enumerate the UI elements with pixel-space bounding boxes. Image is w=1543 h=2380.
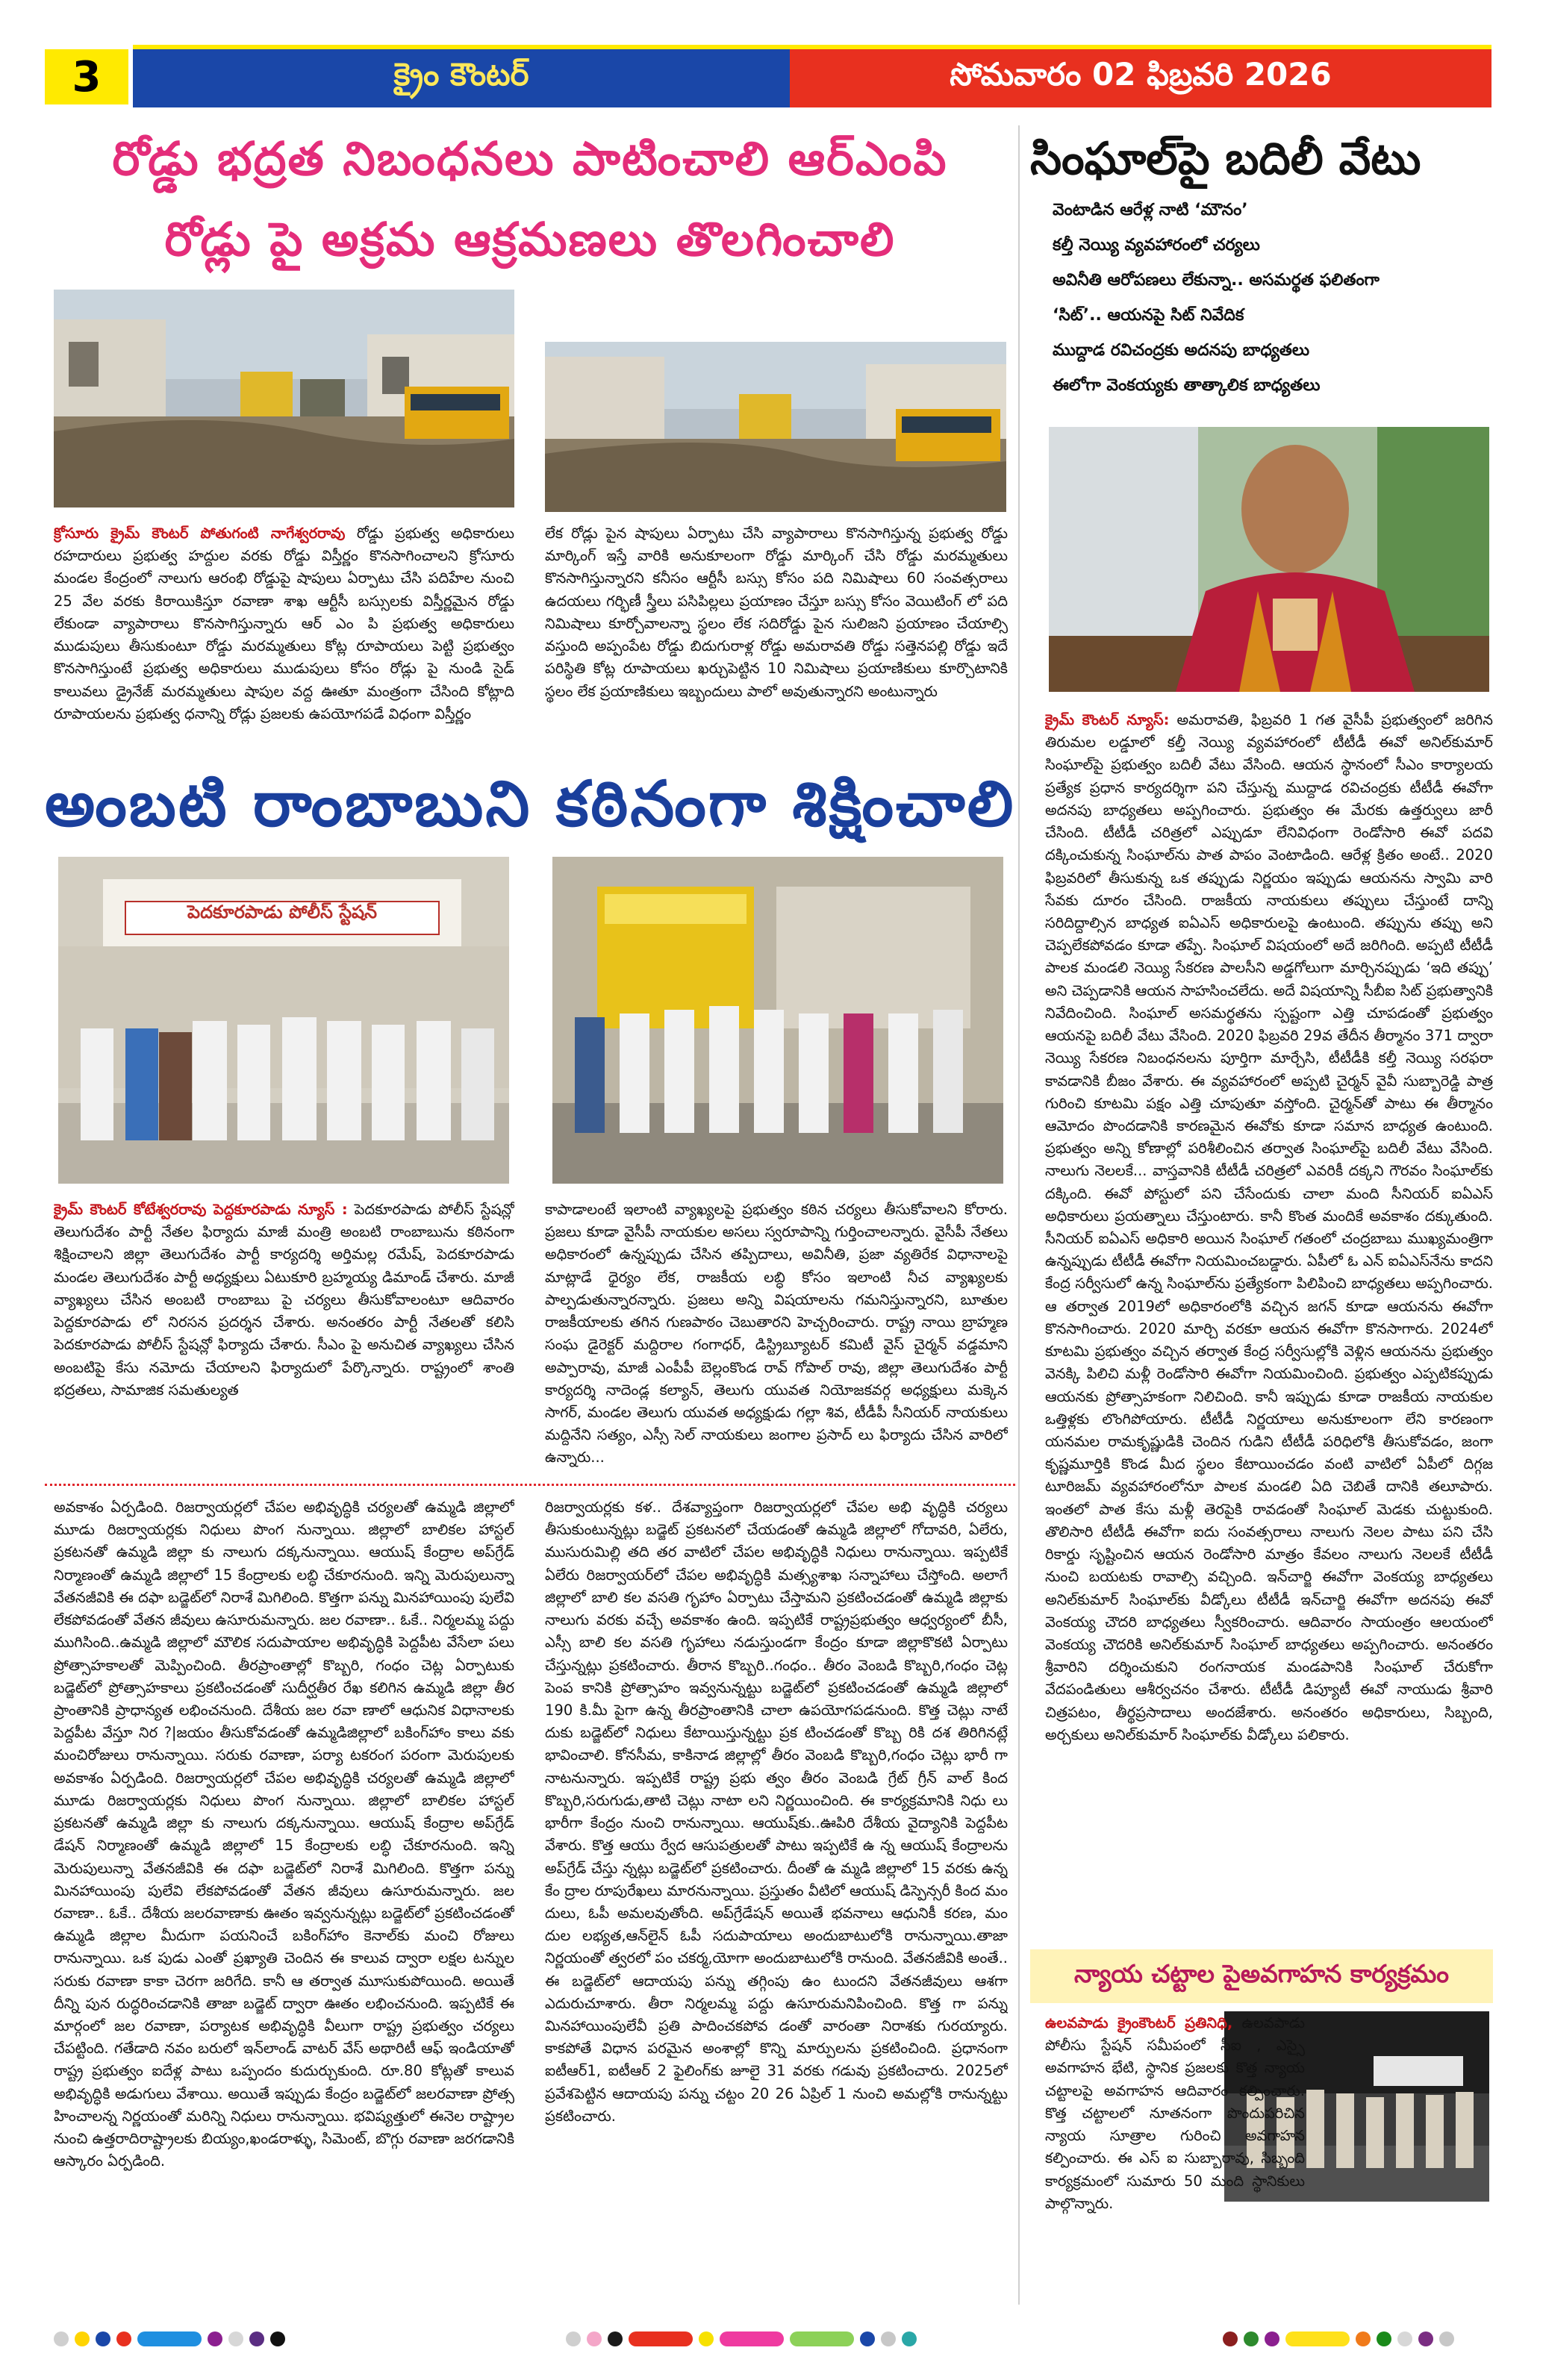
story3-subhead: వెంటాడిన ఆరేళ్ల నాటి ‘మౌనం’ [1053, 200, 1248, 219]
story1-photo-left [54, 290, 514, 507]
color-registration-middle [566, 2326, 917, 2352]
story3-subhead: ముద్దాడ రవిచంద్రకు అదనపు బాధ్యతలు [1053, 340, 1310, 360]
station-signboard: పెదకూరపాడు పోలీస్ స్టేషన్ [187, 902, 377, 922]
color-swatch [720, 2331, 784, 2346]
story2-headline: అంబటి రాంబాబుని కఠినంగా శిక్షించాలి [45, 767, 1016, 840]
color-swatch [881, 2331, 896, 2346]
color-swatch [1397, 2331, 1412, 2346]
story4-dateline: ఉలవపాడు క్రైంకౌంటర్ ప్రతినిధి, [1045, 2014, 1233, 2031]
color-swatch [1356, 2331, 1371, 2346]
color-swatch [228, 2331, 243, 2346]
color-swatch [1439, 2331, 1454, 2346]
story3-body [1045, 709, 1493, 1933]
story3-text: అమరావతి, ఫిబ్రవరి 1 గత వైసీపీ ప్రభుత్వంలో జరిగిన తిరుమల లడ్డూలో కల్తీ నెయ్యి వ్యవహారంలో టీటీడీ ఈవో అనిల్‌కుమార్ సింఘాల్‌పై ప్రభుత్వం బదిలీ వేటు వేసింది. ఆయన స్థానంలో సీఎం కార్యాలయ ప్రత్యేక ప్రధాన కార్యదర్శిగా పని చేస్తున్న ముద్దాడ రవిచంద్రకు టీటీడీ ఈవోగా అదనపు బాధ్యతలు అప్పగించారు. ప్రభుత్వం ఈ మేరకు ఉత్తర్వులు జారీ చేసింది. టీటీడీ చరిత్రలో ఎప్పుడూ లేనివిధంగా రెండోసారి ఈవో పదవి దక్కించుకున్న సింఘాల్‌ను పాత పాపం వెంటాడింది. ఆరేళ్ల క్రితం అంటే.. 2020 ఫిబ్రవరిలో తీసుకున్న ఒక తప్పుడు నిర్ణయం ఇప్పుడు ఆయనను స్వామి వారి సేవకు దూరం చేసింది. రాజకీయ నాయకులు తప్పులు చేస్తుంటే దాన్ని సరిదిద్దాల్సిన బాధ్యత ఐఏఎస్ అధికారులపై ఉంటుంది. తప్పును తప్పు అని చెప్పలేకపోవడం కూడా తప్పే. సింఘాల్ విషయంలో అదే జరిగింది. అప్పటి టీటీడీ పాలక మండలి నెయ్యి సేకరణ పాలసీని అడ్డగోలుగా మార్చినప్పుడు ‘ఇది తప్పు’ అని చెప్పడానికి ఆయన సాహసించలేదు. అదే విషయాన్ని సీబీఐ సిట్ ప్రభుత్వానికి నివేదించింది. సింఘాల్ అసమర్థతను స్పష్టంగా ఎత్తి చూపడంతో ప్రభుత్వం ఆయనపై బదిలీ వేటు వేసింది. 2020 ఫిబ్రవరి 29వ తేదీన తీర్మానం 371 ద్వారా నెయ్యి సేకరణ నిబంధనలను పూర్తిగా మార్చేసి, టీటీడీకి కల్తీ నెయ్యి సరఫరా కావడానికి బీజం వేశారు. ఈ వ్యవహారంలో అప్పటి చైర్మన్ వైవీ సుబ్బారెడ్డి పాత్ర గురించి కూటమి పక్షం ఎత్తి చూపుతూ వస్తోంది. చైర్మన్‌తో పాటు ఈ తీర్మానం ఆమోదం పొందడానికి కారణమైన ఈవోకు కూడా సమాన బాధ్యత ఉంటుంది. ప్రభుత్వం అన్ని కోణాల్లో పరిశీలించిన తర్వాత సింఘాల్‌పై బదిలీ వేటు వేసింది. నాలుగు నెలలకే... వాస్తవానికి టీటీడీ చరిత్రలో ఎవరికీ దక్కని గౌరవం సింఘాల్‌కు దక్కింది. ఈవో పోస్టులో పని చేసేందుకు చాలా మంది సీనియర్ ఐఏఎస్ అధికారులు ప్రయత్నాలు చేస్తుంటారు. కానీ కొంత మందికే అవకాశం దక్కుతుంది. సీనియర్ ఐఏఎస్ అధికారి అయిన సింఘాల్ గతంలో చంద్రబాబు ముఖ్యమంత్రిగా ఉన్నప్పుడు టీటీడీ ఈవోగా నియమించబడ్డారు. ఏపీలో ఓ ఎన్ ఐఏఎస్‌నేను కాదని కేంద్ర సర్వీసులో ఉన్న సింఘాల్‌ను ప్రత్యేకంగా పిలిపించి బాధ్యతలు అప్పగించారు. ఆ తర్వాత 2019లో అధికారంలోకి వచ్చిన జగన్ కూడా ఆయనను ఈవోగా కొనసాగించారు. 2020 మార్చి వరకూ ఆయన ఈవోగా కొనసాగారు. 2024లో కూటమి ప్రభుత్వం వచ్చిన తర్వాత కేంద్ర సర్వీసుల్లోకి వెళ్లిన ఆయనను ప్రభుత్వం వెనక్కి పిలిచి మళ్లీ రెండోసారి ఈవోగా నియమించింది. ప్రభుత్వం ఎప్పటికప్పుడు ఆయనకు ప్రోత్సాహకంగా నిలిచింది. కానీ ఇప్పుడు కూడా రాజకీయ నాయకుల ఒత్తిళ్లకు లొంగిపోయారు. టీటీడీ నిర్ణయాలు అనుకూలంగా లేని కారణంగా యనమల రామకృష్ణుడికి చెందిన గుడిని టీటీడీ పరిధిలోకి తీసుకోవడం, జంగా కృష్ణమూర్తికి కొండ మీద స్థలం కేటాయించడం వంటి వాటిలో ఏపీలో దిగ్గజ టూరిజమ్ వ్యవహారంలోనూ పాలక మండలి ఏది చెబితే దానికి తలూపారు. ఇంతలో పాత కేసు మళ్లీ తెరపైకి రావడంతో సింఘాల్ మెడకు చుట్టుకుంది. తొలిసారి టీటీడీ ఈవోగా ఐదు సంవత్సరాలు నాలుగు నెలల పాటు పని చేసి రికార్డు సృష్టించిన ఆయన రెండోసారి మాత్రం కేవలం నాలుగు నెలలకే టీటీడీ నుంచి బయటకు రావాల్సి వచ్చింది. ఇన్‌చార్జి ఈవోగా వెంకయ్య బాధ్యతలు అనిల్‌కుమార్ సింఘాల్‌కు వీడ్కోలు టీటీడీ ఇన్‌చార్జి ఈవోగా అదనపు ఈవో వెంకయ్య చౌదరి బాధ్యతలు స్వీకరించారు. ఆదివారం సాయంత్రం ఆలయంలో వెంకయ్య చౌదరికి అనిల్‌కుమార్ సింఘాల్ బాధ్యతలు అప్పగించారు. అనంతరం శ్రీవారిని దర్శించుకుని రంగనాయక మండపానికి సింఘాల్ చేరుకోగా వేదపండితులు ఆశీర్వచనం చేశారు. టీటీడీ డిప్యూటీ ఈవో నాయుడు శ్రీవారి చిత్రపటం, తీర్థప్రసాదాలు అందజేశారు. అనంతరం అధికారులు, సిబ్బంది, అర్చకులు అనిల్‌కుమార్ సింఘాల్‌కు వీడ్కోలు పలికారు. [1045, 711, 1493, 1743]
color-registration-right [1223, 2326, 1454, 2352]
story4-body [1045, 2012, 1493, 2299]
color-swatch [608, 2331, 623, 2346]
story4-text: ఉలవపాడు పోలీసు స్టేషన్ సమీపంలో సీఐ , ఎస్సై అవగాహన భేటి, స్థానిక ప్రజలకు కొత్త న్యాయ చట్టాలపై అవగాహన ఆదివారం కల్పించారు. కొత్త చట్టాలలో నూతనంగా పొందుపరిచిన న్యాయ సూత్రాల గురించి అవగాహన కల్పించారు. ఈ ఎస్ ఐ సుబ్బారావు, సిబ్బంది కార్యక్రమంలో సుమారు 50 మంది స్థానికులు పాల్గొన్నారు. [1045, 2014, 1306, 2212]
story4-headline: న్యాయ చట్టాల పైఅవగాహన కార్యక్రమం [1030, 1949, 1493, 2003]
story1-headline-line2: రోడ్లు పై అక్రమ ఆక్రమణలు తొలగించాలి [164, 212, 896, 266]
story3-headline: సింఘాల్‌పై బదిలీ వేటు [1030, 133, 1421, 185]
story3-subhead: ఈలోగా వెంకయ్యకు తాత్కాలిక బాధ్యతలు [1053, 375, 1321, 395]
story5-body-col2: రిజర్వాయర్లకు కళ.. దేశవ్యాప్తంగా రిజర్వాయర్లలో చేపల అభి వృద్ధికి చర్యలు తీసుకుంటున్నట్లు బడ్జెట్ ప్రకటనలో చేయడంతో ఉమ్మడి జిల్లాలో గోదావరి, ఏలేరు, ముసురుమిల్లి తది తర వాటిలో చేపల అభివృద్ధికి నిధులు రానున్నాయి. ఇప్పటికే ఏలేరు రిజర్వాయర్‌లో చేపల అభివృద్ధికి మత్స్యశాఖ సన్నాహాలు చేస్తోంది. అలాగే జిల్లాలో బాలి కల వసతి గృహాం ఏర్పాటు చేస్తామని ప్రకటించడంతో ఉమ్మడి జిల్లాకు నాలుగు వరకు వచ్చే అవకాశం ఉంది. ఇప్పటికే రాష్ట్రప్రభుత్వం ఆధ్వర్యంలో బీసీ, ఎస్సీ బాలి కల వసతి గృహాలు నడుస్తుండగా కేంద్రం కూడా జిల్లాకొకటి ఏర్పాటు చేస్తున్నట్లు ప్రకటించారు. తీరాన కొబ్బరి..గంధం.. తీరం వెంబడి కొబ్బరి,గంధం చెట్ల పెంప కానికి ప్రోత్సాహం ఇవ్వనున్నట్టు బడ్జెట్‌లో ప్రకటించడంతో ఉమ్మడి జిల్లాలో 190 కి.మీ పైగా ఉన్న తీరప్రాంతానికి చాలా ఉపయోగపడనుంది. కొత్త చెట్లు నాటే దుకు బడ్జెట్‌లో నిధులు కేటాయిస్తున్నట్టు ప్రక టించడంతో కొబ్బ రికి దశ తిరిగినట్లే భావించాలి. కోనసీమ, కాకినాడ జిల్లాల్లో తీరం వెంబడి కొబ్బరి,గంధం చెట్లు భారీ గా నాటనున్నారు. ఇప్పటికే రాష్ట్ర ప్రభు త్వం తీరం వెంబడి గ్రేట్ గ్రీన్ వాల్ కింద కొబ్బరి,సరుగుడు,తాటి చెట్లు నాటా లని నిర్ణయించింది. ఈ కార్యక్రమానికి నిధు లు భారీగా కేంద్రం నుంచి రానున్నాయి. ఆయుష్‌కు..ఊపిరి దేశీయ వైద్యానికి పెద్దపీట వేశారు. కొత్త ఆయు ర్వేద ఆసుపత్రులతో పాటు ఇప్పటికే ఉ న్న ఆయుష్ కేంద్రాలను అప్‌గ్రేడ్ చేస్తు న్నట్లు బడ్జెట్‌లో ప్రకటించారు. దీంతో ఉ మ్మడి జిల్లాలో 15 వరకు ఉన్న కేం ద్రాల రూపురేఖలు మారనున్నాయి. ప్రస్తుతం వీటిలో ఆయుష్ డిస్పెన్సరీ కింద మం దులు, ఓపీ అమలవుతోంది. అప్‌గ్రేడేషన్ అయితే భవనాలు ఆధునికీ కరణ, మం దుల లభ్యత,ఆన్‌లైన్ ఓపీ సదుపాయాలు అందుబాటులోకి రానున్నాయి.తాజా నిర్ణయంతో త్వరలో పం చకర్మ,యోగా అందుబాటులోకి రానుంది. వేతనజీవికి అంతే.. ఈ బడ్జెట్‌లో ఆదాయపు పన్ను తగ్గింపు ఉం టుందని వేతనజీవులు ఆశగా ఎదురుచూశారు. తీరా నిర్మలమ్మ పద్దు ఉసూరుమనిపించింది. కొత్త గా పన్ను మినహాయింపులేవీ ప్రతి పాదించకపోవ డంతో వారంతా నిరాశకు గురయ్యారు. కాకపోతే విధాన పరమైన అంశాల్లో కొన్ని మార్పులను ప్రకటించింది. ప్రధానంగా ఐటీఆర్1, ఐటీఆర్ 2 ఫైలింగ్‌కు జూలై 31 వరకు గడువు ప్రకటించారు. 2025లో ప్రవేశపెట్టిన ఆదాయపు పన్ను చట్టం 20 26 ఏప్రిల్ 1 నుంచి అమల్లోకి రానున్నట్టు ప్రకటించారు. [545, 1499, 1008, 2125]
color-swatch [629, 2331, 693, 2346]
story1-body-col2: లేక రోడ్లు పైన షాపులు ఏర్పాటు చేసి వ్యాపారాలు కొనసాగిస్తున్న ప్రభుత్వ రోడ్డు మార్కింగ్ ఇస్తే వారికి అనుకూలంగా రోడ్డు మార్కింగ్ చేసి రోడ్డు మరమ్మతులు కొనసాగిస్తున్నారని కనీసం ఆర్టీసీ బస్సు కోసం పది నిమిషాలు 60 సంవత్సరాలు ఉదయలు గర్భిణీ స్త్రీలు పసిపిల్లలు ప్రయాణం చేస్తూ బస్సు కోసం వెయిటింగ్ లో పది నిమిషాలు కూర్చోవాలన్నా స్థలం లేక సదిరోడ్డు పైన సులిజని ప్రయాణం చేయాల్సి వస్తుంది అప్పంపేట రోడ్డు బిదుగురాళ్ల రోడ్డు అమరావతి రోడ్డు సత్తెనపల్లి రోడ్డు ఇదే పరిస్థితి కోట్ల రూపాయలు ఖర్చుపెట్టిన 10 నిమిషాలు ప్రయాణికులు కూర్చొటానికి స్థలం లేక ప్రయాణికులు ఇబ్బందులు పాలో అవుతున్నారని అంటున్నారు [545, 525, 1008, 700]
column-rule [1018, 125, 1020, 2305]
section-divider [45, 1484, 1015, 1486]
story2-dateline: క్రైమ్ కౌంటర్ కోటేశ్వరరావు పెద్దకూరపాడు న్యూస్ : [54, 1201, 348, 1218]
story2-body-col1 [54, 1199, 514, 1473]
color-swatch [1418, 2331, 1433, 2346]
story3-subhead: ‘సిట్’.. ఆయనపై సిట్ నివేదిక [1053, 305, 1244, 325]
story3-subhead: అవినీతి ఆరోపణలు లేకున్నా.. అసమర్థత ఫలితంగా [1053, 270, 1380, 290]
story2-body-col2: కాపాడాలంటే ఇలాంటి వ్యాఖ్యలపై ప్రభుత్వం కఠిన చర్యలు తీసుకోవాలని కోరారు. ప్రజలు కూడా వైసీపీ నాయకుల అసలు స్వరూపాన్ని గుర్తించాలన్నారు. వైసీపీ నేతలు అధికారంలో ఉన్నప్పుడు చేసిన తప్పిదాలు, అవినీతి, ప్రజా వ్యతిరేక విధానాలపై మాట్లాడే ధైర్యం లేక, రాజకీయ లబ్ధి కోసం ఇలాంటి నీచ వ్యాఖ్యలకు పాల్పడుతున్నారన్నారు. ప్రజలు అన్ని విషయాలను గమనిస్తున్నారని, బూతుల రాజకీయాలకు తగిన గుణపాఠం చెబుతారని హెచ్చరించారు. రాష్ట్ర నాయి బ్రాహ్మణ సంఘ డైరెక్టర్ మద్దిరాల గంగాధర్, డిస్ట్రిబ్యూటర్ కమిటీ వైస్ చైర్మన్ వడ్డమాని అప్పారావు, మాజీ ఎంపీపీ బెల్లంకొండ రావ్ గోపాల్ రావు, జిల్లా తెలుగుదేశం పార్టీ కార్యదర్శి నాదెండ్ల కల్యాన్, తెలుగు యువత నియోజకవర్గ అధ్యక్షులు మక్కెన సాగర్, మండల తెలుగు యువత అధ్యక్షుడు గల్లా శివ, టీడీపీ సీనియర్ నాయకులు మద్దినేని సత్యం, ఎస్సీ సెల్ నాయకులు జంగాల ప్రసాద్ లు ఫిర్యాదు చేసిన వారిలో ఉన్నారు... [545, 1201, 1008, 1467]
color-swatch [208, 2331, 222, 2346]
color-swatch [1265, 2331, 1279, 2346]
color-swatch [137, 2331, 202, 2346]
section-title: క్రైం కౌంటర్ [393, 56, 529, 93]
color-swatch [790, 2331, 854, 2346]
color-swatch [96, 2331, 110, 2346]
color-swatch [1285, 2331, 1350, 2346]
story3-dateline: క్రైమ్ కౌంటర్ న్యూస్: [1045, 711, 1170, 728]
color-registration-left [54, 2326, 285, 2352]
color-swatch [270, 2331, 285, 2346]
color-swatch [1223, 2331, 1238, 2346]
story3-subhead: కల్తీ నెయ్యి వ్యవహారంలో చర్యలు [1053, 235, 1260, 254]
color-swatch [54, 2331, 69, 2346]
color-swatch [860, 2331, 875, 2346]
page-number: 3 [45, 49, 128, 104]
story1-photo-right [545, 342, 1006, 512]
color-swatch [75, 2331, 90, 2346]
story2-text-col1: పెదకూరపాడు పోలీస్ స్టేషన్లో తెలుగుదేశం పార్టీ నేతల ఫిర్యాదు మాజీ మంత్రి అంబటి రాంబాబును కఠినంగా శిక్షించాలని జిల్లా తెలుగుదేశం పార్టీ కార్యదర్శి అర్తిమల్ల రమేష్, పెదకూరపాడు మండల తెలుగుదేశం పార్టీ అధ్యక్షులు ఏటుకూరి బ్రహ్మయ్య డిమాండ్ చేశారు. మాజీ వ్యాఖ్యలు చేసిన అంబటి రాంబాబు పై చర్యలు తీసుకోవాలంటూ ఆదివారం పెద్దకూరపాడు లో నిరసన ప్రదర్శన చేశారు. అనంతరం పార్టీ నేతలతో కలిసి పెదకూరపాడు పోలీస్ స్టేషన్లో ఫిర్యాదు చేశారు. సీఎం పై అనుచిత వ్యాఖ్యలు చేసిన అంబటిపై కేసు నమోదు చేయాలని ఫిర్యాదులో పేర్కొన్నారు. రాష్ట్రంలో శాంతి భద్రతలు, సామాజిక సమతుల్యత [54, 1201, 514, 1399]
color-swatch [566, 2331, 581, 2346]
story2-photo-left [58, 857, 509, 1184]
color-swatch [1244, 2331, 1259, 2346]
story3-photo [1049, 427, 1489, 692]
story1-text-col1: రోడ్డు ప్రభుత్వ అధికారులు రహదారులు ప్రభుత్వ హద్దుల వరకు రోడ్డు విస్తీర్ణం కొనసాగించాలని క్రోసూరు మండల కేంద్రంలో నాలుగు ఆరంభి రోడ్డుపై షాపులు ఏర్పాటు చేసి పదిహేల నుంచి 25 వేల వరకు కిరాయికిస్తూ రవాణా శాఖ ఆర్టీసీ బస్సులకు విస్తీర్ణమైన రోడ్డు లేకుండా వ్యాపారాలు కొనసాగిస్తున్నారు ఆర్ ఎం పి ప్రభుత్వ అధికారులు ముడుపులు తీసుకుంటూ రోడ్డు మరమ్మతులు కోట్ల రూపాయలు పెట్టి ప్రభుత్వం కొనసాగిస్తుంటే ప్రభుత్వ అధికారులు ముడుపులు కోసం రోడ్లు పై నుండి సైడ్ కాలువలు డ్రైనేజ్ మరమ్మతులు షాపుల వద్ద ఊతూ మంత్రంగా చేసింది కోట్లాది రూపాయలను ప్రభుత్వ ధనాన్ని రోడ్లు ప్రజలకు ఉపయోగపడే విధంగా విస్తీర్ణం [54, 525, 514, 722]
story3-subheads [1053, 193, 1493, 409]
story1-body-col1 [54, 522, 514, 750]
story5-body-col1: అవకాశం ఏర్పడింది. రిజర్వాయర్లలో చేపల అభివృద్ధికి చర్యలతో ఉమ్మడి జిల్లాలో మూడు రిజర్వాయర్లకు నిధులు పొంగ నున్నాయి. జిల్లాలో బాలికల హాస్టల్ ప్రకటనతో ఉమ్మడి జిల్లా కు నాలుగు దక్కనున్నాయి. ఆయుష్ కేంద్రాల అప్‌గ్రేడ్ నిర్మాణంతో ఉమ్మడి జిల్లాలో 15 కేంద్రాలకు లబ్ధి చేకూరనుంది. ఇన్ని మెరుపులున్నా వేతనజీవికి ఈ దఫా బడ్జెట్‌లో నిరాశే మిగిలింది. కొత్తగా పన్ను మినహాయింపు పులేవి లేకపోవడంతో వేతన జీవులు ఉసూరుమన్నారు. జల రవాణా.. ఓకే.. నిర్మలమ్మ పద్దు ముగిసింది..ఉమ్మడి జిల్లాలో మౌలిక సదుపాయాల అభివృద్ధికి పెద్దపీట వేసేలా పలు ప్రోత్సాహకాలతో మెప్పించింది. తీరప్రాంతాల్లో కొబ్బరి, గంధం చెట్ల ఏర్పాటుకు బడ్జెట్‌లో ప్రోత్సాహకాలు ప్రకటించడంతో సుదీర్ఘతీర రేఖ కలిగిన ఉమ్మడి జిల్లా తీర ప్రాంతానికి ప్రాధాన్యత లభించనుంది. దేశీయ జల రవా ణాలో ఆధునిక విధానాలకు పెద్దపీట వేస్తూ నిర ?|జయం తీసుకోవడంతో ఉమ్మడిజిల్లాలో బకింగ్‌హాం కాలు వకు మంచిరోజులు రానున్నాయి. సరుకు రవాణా, పర్యా టకరంగ పరంగా మెరుపులకు అవకాశం ఏర్పడింది. రిజర్వాయర్లలో చేపల అభివృద్ధికి చర్యలతో ఉమ్మడి జిల్లాలో మూడు రిజర్వాయర్లకు నిధులు పొంగ నున్నాయి. జిల్లాలో బాలికల హాస్టల్ ప్రకటనతో ఉమ్మడి జిల్లా కు నాలుగు దక్కనున్నాయి. ఆయుష్ కేంద్రాల అప్‌గ్రేడ్ డేషన్ నిర్మాణంతో ఉమ్మడి జిల్లాలో 15 కేంద్రాలకు లబ్ధి చేకూరనుంది. ఇన్ని మెరుపులున్నా వేతనజీవికి ఈ దఫా బడ్జెట్‌లో నిరాశే మిగిలింది. కొత్తగా పన్ను మినహాయింపు పులేవి లేకపోవడంతో వేతన జీవులు ఉసూరుమన్నారు. జల రవాణా.. ఓకే.. దేశీయ జలరవాణాకు ఊతం ఇవ్వనున్నట్లు బడ్జెట్‌లో ప్రకటించడంతో ఉమ్మడి జిల్లాల మీదుగా పయనించే బకింగ్‌హాం కెనాల్‌కు మంచి రోజులు రానున్నాయి. ఒక పుడు ఎంతో ప్రఖ్యాతి చెందిన ఈ కాలువ ద్వారా లక్షల టన్నుల సరుకు రవాణా కాకా చెరగా జరిగేది. కానీ ఆ తర్వాత మూసుకుపోయింది. అయితే దీన్ని పున రుద్ధరించడానికి తాజా బడ్జెట్ ద్వారా ఊతం లభించనుంది. ఇప్పటికే ఈ మార్గంలో జల రవాణా, పర్యాటక అభివృద్ధికి వీలుగా రాష్ట్ర ప్రభుత్వం చర్యలు చేపట్టింది. గతేడాది నవం బరులో ఇన్‌లాండ్ వాటర్ వేస్ అథారిటీ ఆఫ్ ఇండియాతో రాష్ట్ర ప్రభుత్వం ఐదేళ్ల పాటు ఒప్పందం కుదుర్చుకుంది. రూ.80 కోట్లతో కాలువ అభివృద్ధికి అడుగులు వేశాయి. అయితే ఇప్పుడు కేంద్రం బడ్జెట్‌లో జలరవాణా ప్రోత్స హించాలన్న నిర్ణయంతో మరిన్ని నిధులు రానున్నాయి. భవిష్యత్తులో ఈనెల రాష్ట్రాల నుంచి ఉత్తరాదిరాష్ట్రాలకు బియ్యం,ఖండరాళ్ళు, సిమెంట్, బొగ్గు రవాణా జరగడానికి ఆస్కారం ఏర్పడింది. [54, 1499, 514, 2170]
color-swatch [116, 2331, 131, 2346]
color-swatch [249, 2331, 264, 2346]
color-swatch [1377, 2331, 1391, 2346]
color-swatch [902, 2331, 917, 2346]
issue-date: సోమవారం 02 ఫిబ్రవరి 2026 [950, 56, 1332, 93]
story1-dateline: క్రోసూరు క్రైమ్ కౌంటర్ పోతుగంటి నాగేశ్వరరావు [54, 525, 346, 542]
story1-headline-line1: రోడ్డు భద్రత నిబంధనలు పాటించాలి ఆర్ఎంపి [112, 131, 948, 186]
color-swatch [587, 2331, 602, 2346]
color-swatch [699, 2331, 714, 2346]
